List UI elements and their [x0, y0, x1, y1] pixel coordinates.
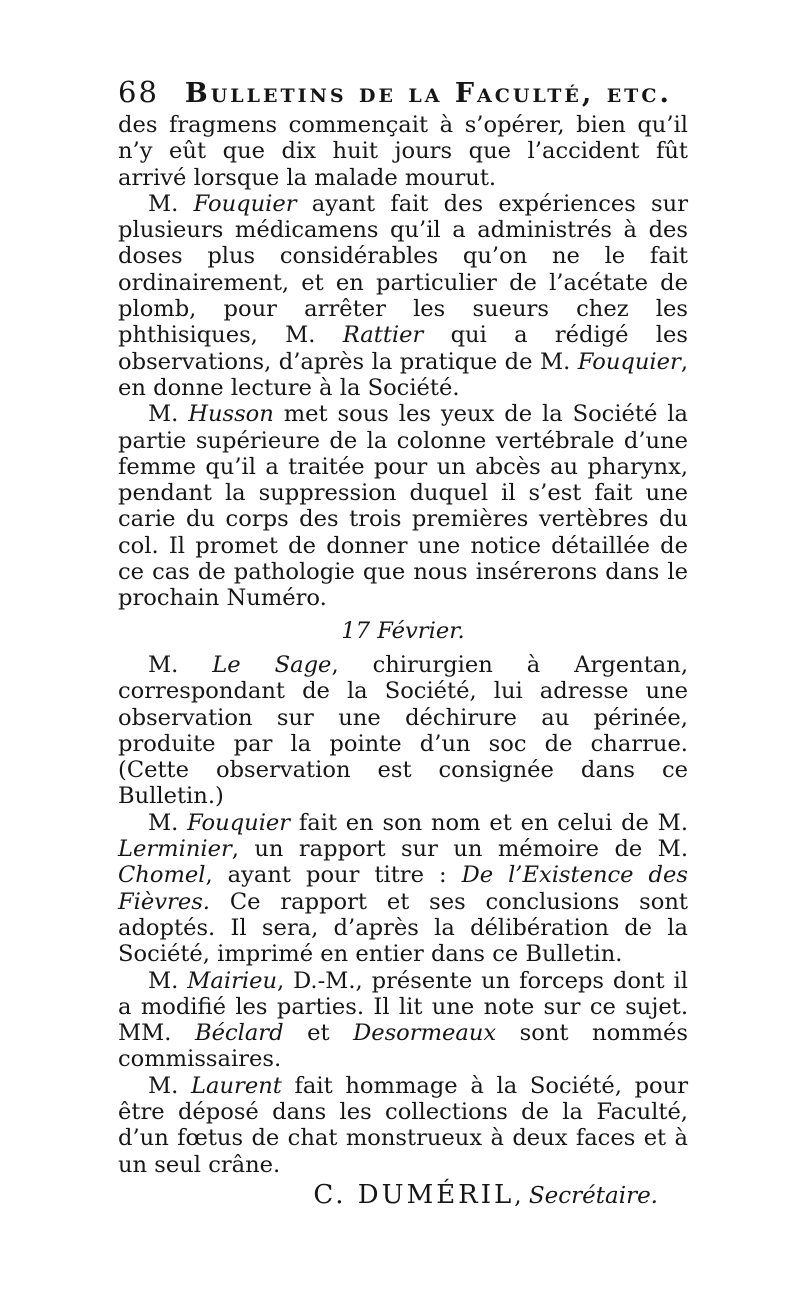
running-head: Bulletins de la Faculté, etc. — [184, 78, 672, 109]
person-name: Mairieu — [187, 967, 278, 994]
person-name: Fouquier — [193, 190, 297, 217]
person-name: Chomel — [118, 862, 206, 889]
person-name: Fouquier — [577, 348, 681, 375]
paragraph-mairieu: M. Mairieu, D.-M., présente un forceps dont il a modifié les parties. Il lit une note sur ce sujet. MM. Béclard et Desormeaux sont nommés commissaires. — [118, 967, 688, 1073]
signatory-name: C. DUMÉRIL — [313, 1179, 515, 1210]
paragraph-laurent: M. Laurent fait hommage à la Société, pour être déposé dans les collections de la Faculté, d’un fœtus de chat monstrueux à deux faces et à un seul crâne. — [118, 1072, 688, 1178]
page-number: 68 — [118, 75, 159, 109]
person-name: Le Sage — [212, 651, 332, 678]
book-page — [118, 74, 688, 1209]
paragraph-husson: M. Husson met sous les yeux de la Société la partie supérieure de la colonne vertébrale d’une femme qu’il a traitée pour un abcès au pharynx, pendant la suppression duquel il s’est fait une carie du corps des trois premières vertèbres du col. Il promet de donner une notice détaillée de ce cas de pathologie que nous insérerons dans le prochain Numéro. — [118, 401, 688, 612]
person-name: Béclard — [194, 1020, 284, 1047]
signature: C. DUMÉRIL, Secrétaire. — [313, 1179, 658, 1210]
session-date: 17 Février. — [341, 617, 465, 644]
paragraph-le-sage: M. Le Sage, chirurgien à Argentan, correspondant de la Société, lui adresse une observation sur une déchirure au périnée, produite par la pointe d’un soc de charrue. (Cette observation est consignée dans ce Bulletin.) — [118, 651, 688, 810]
signatory-title: Secrétaire. — [528, 1182, 658, 1209]
paragraph-fouquier: M. Fouquier ayant fait des expériences sur plusieurs médicamens qu’il a administrés à des doses plus considérables qu’on ne le fait ordinairement, et en particulier de l’acétate de plomb, pour arrêter les sueurs chez les phthisiques, M. Rattier qui a rédigé les observations, d’après la pratique de M. Fouquier, en donne lecture à la Société. — [118, 190, 689, 401]
work-title: De l’Existence des Fièvres. — [118, 862, 688, 915]
body-text — [118, 112, 688, 1209]
person-name: Laurent — [191, 1072, 282, 1099]
person-name: Lerminier — [118, 836, 232, 863]
person-name: Husson — [188, 401, 274, 428]
paragraph-rapport: M. Fouquier fait en son nom et en celui de M. Lerminier, un rapport sur un mémoire de M. Chomel, ayant pour titre : De l’Existence des Fièvres. Ce rapport et ses conclusions sont adoptés. Il sera, d’après la délibération de la Société, imprimé en entier dans ce Bulletin. — [118, 809, 689, 968]
paragraph-continuation: des fragmens commençait à s’opérer, bien qu’il n’y eût que dix huit jours que l’accident fût arrivé lorsque la malade mourut. — [118, 112, 688, 191]
person-name: Fouquier — [187, 809, 291, 836]
page-header — [118, 74, 688, 112]
person-name: Desormeaux — [353, 1020, 497, 1047]
person-name: Rattier — [342, 322, 424, 349]
